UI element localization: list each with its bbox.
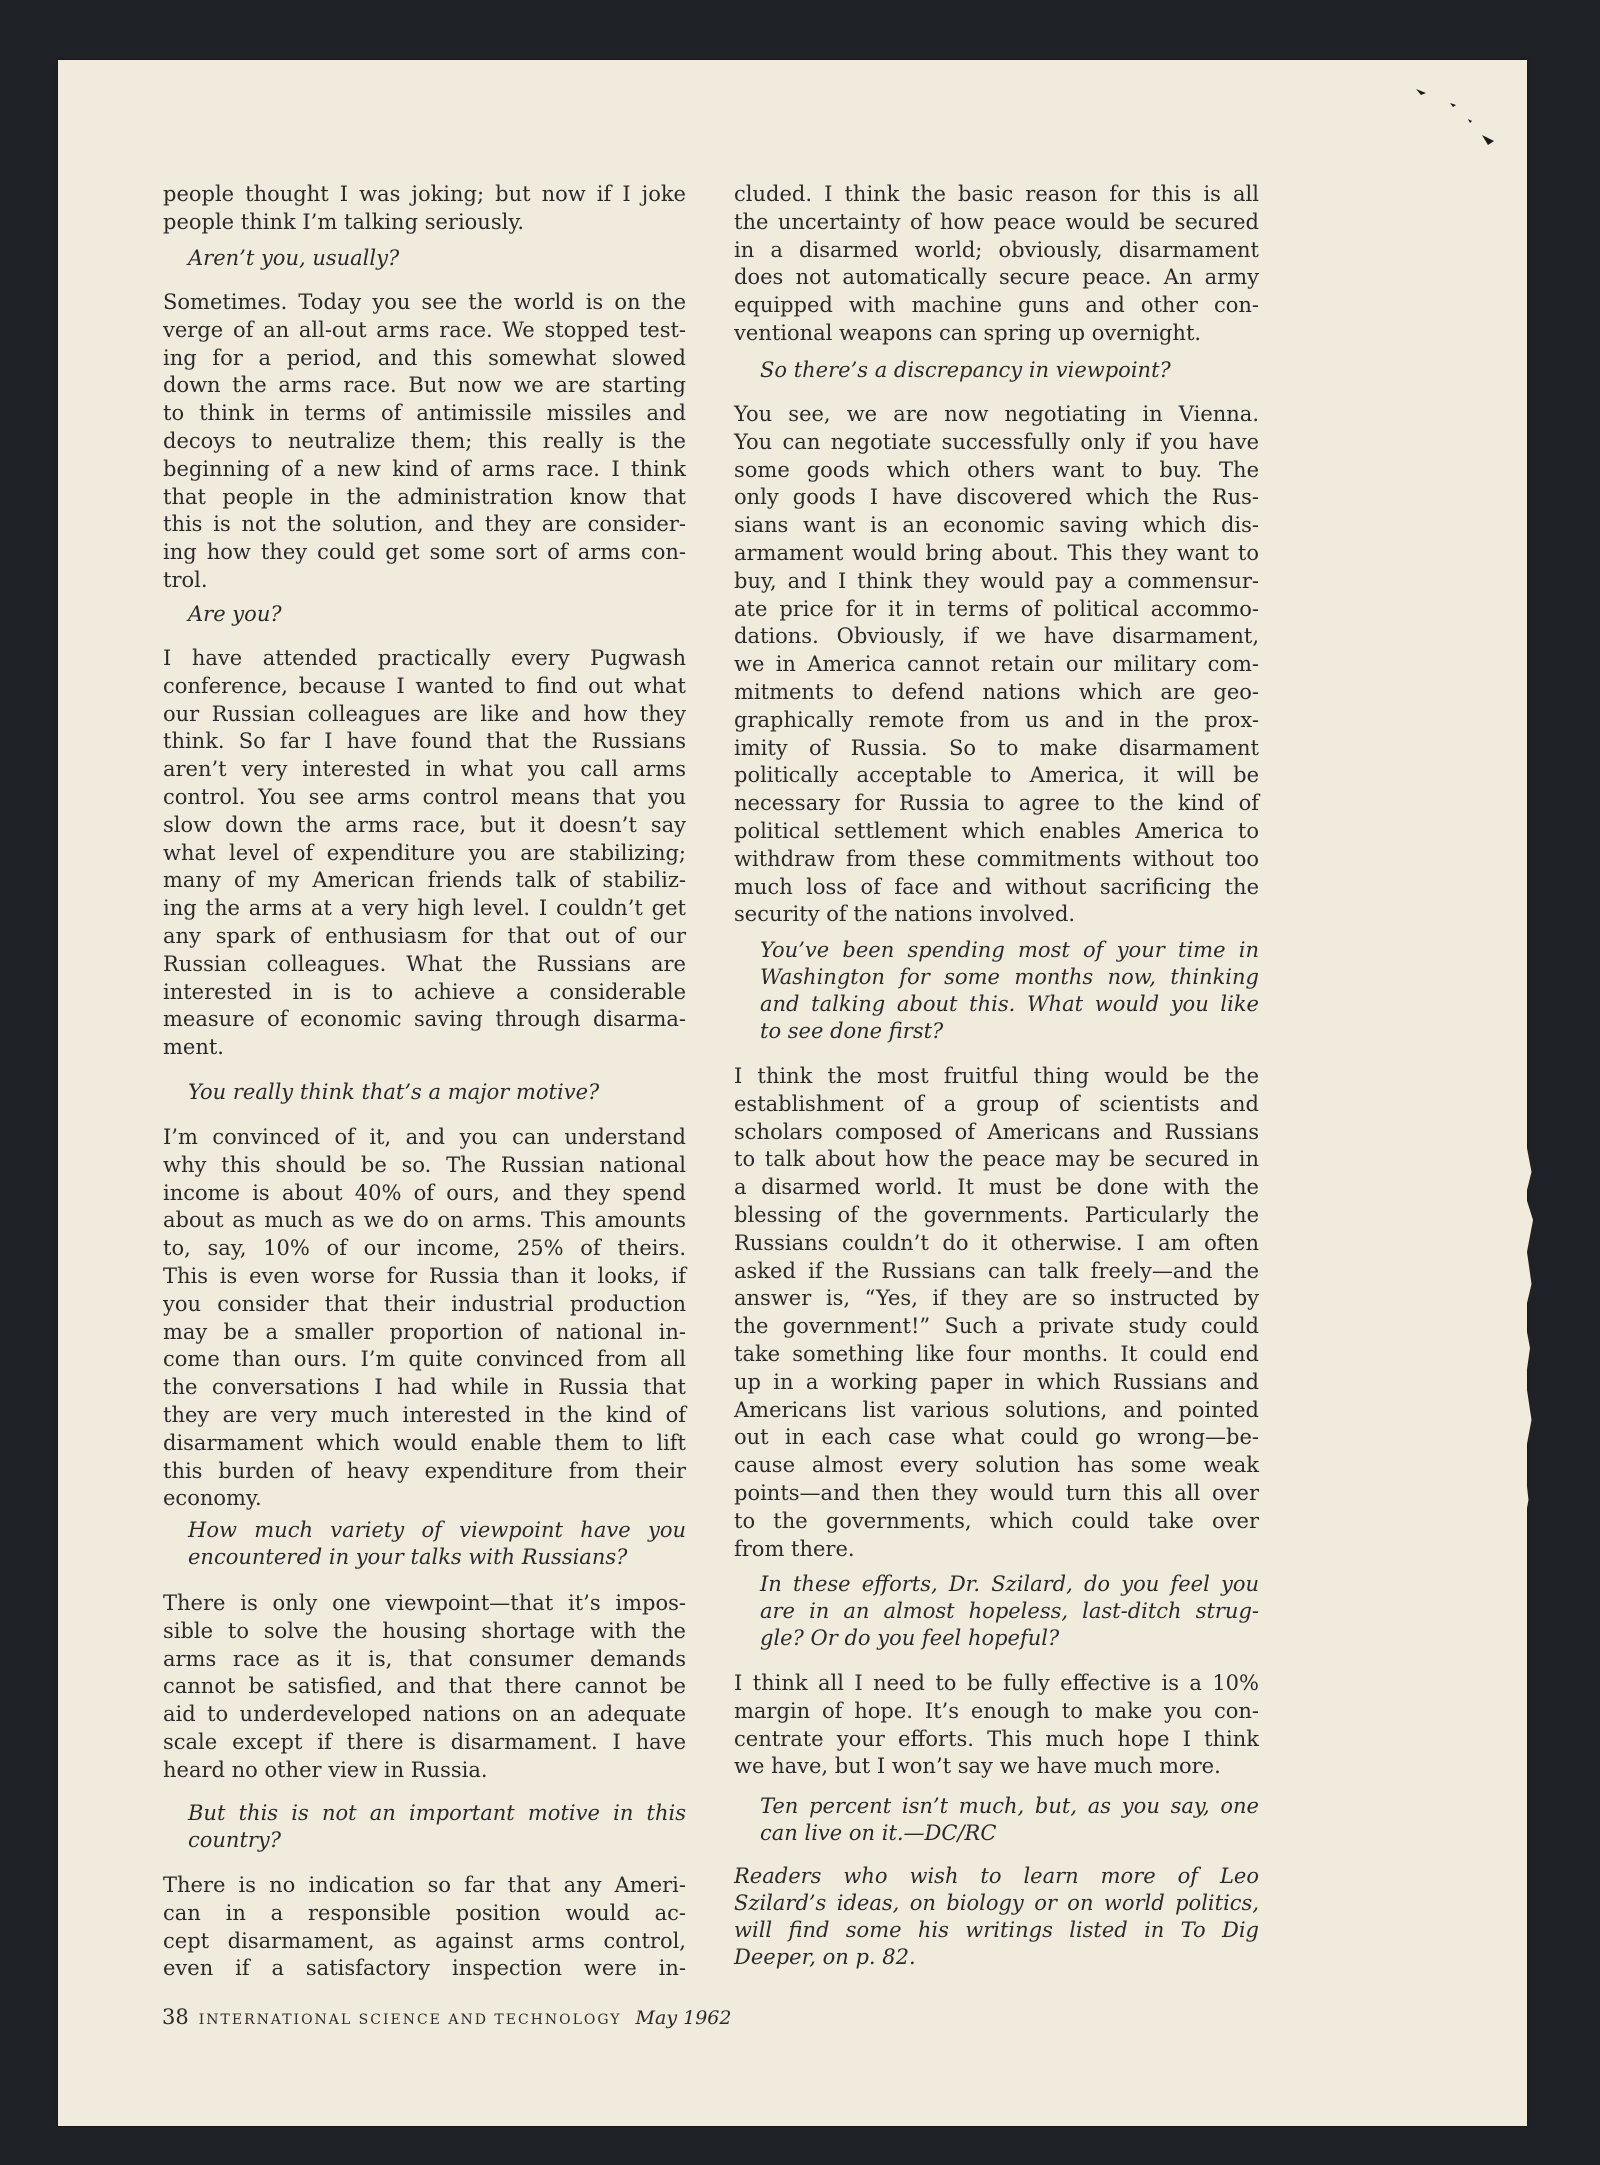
publication-name: INTERNATIONAL SCIENCE AND TECHNOLOGY — [198, 2012, 622, 2028]
body-text-line: to think in terms of antimissile missiles and — [163, 401, 686, 425]
body-text-line: withdraw from these commitments without too — [734, 847, 1259, 871]
question-line: gle? Or do you feel hopeful? — [760, 1626, 1060, 1650]
body-text-line: aren’t very interested in what you call arms — [163, 757, 686, 781]
body-text-line: I think all I need to be fully effective is a 10% — [734, 1671, 1259, 1695]
question-line: How much variety of viewpoint have you — [188, 1518, 686, 1542]
body-text-line: they are very much interested in the kind of — [163, 1403, 686, 1427]
body-text-line: scholars composed of Americans and Russians — [734, 1120, 1259, 1144]
corner-marks — [1410, 85, 1500, 155]
reader-note-line: Readers who wish to learn more of Leo — [734, 1864, 1259, 1888]
body-text-line: to talk about how the peace may be secured in — [734, 1147, 1259, 1171]
body-text-line: measure of economic saving through disarma- — [163, 1007, 686, 1031]
body-text-line: take something like four months. It could end — [734, 1342, 1259, 1366]
question-line: and talking about this. What would you like — [760, 992, 1259, 1016]
body-text-line: sians want is an economic saving which dis- — [734, 513, 1259, 537]
body-text-line: up in a working paper in which Russians and — [734, 1370, 1259, 1394]
body-text-line: we in America cannot retain our military com- — [734, 652, 1259, 676]
body-text-line: why this should be so. The Russian national — [163, 1153, 686, 1177]
question-line: You really think that’s a major motive? — [188, 1080, 600, 1104]
torn-edge — [1515, 1140, 1545, 1540]
body-text-line: graphically remote from us and in the prox- — [734, 708, 1259, 732]
body-text-line: I think the most fruitful thing would be the — [734, 1064, 1259, 1088]
question-line: But this is not an important motive in this — [188, 1801, 686, 1825]
body-text-line: slow down the arms race, but it doesn’t say — [163, 813, 686, 837]
question-line: are in an almost hopeless, last-ditch strug- — [760, 1599, 1259, 1623]
body-text-line: arms race as it is, that consumer demands — [163, 1647, 686, 1671]
question-line: Aren’t you, usually? — [188, 246, 400, 270]
body-text-line: cannot be satisfied, and that there cannot be — [163, 1674, 686, 1698]
body-text-line: come than ours. I’m quite convinced from all — [163, 1347, 686, 1371]
body-text-line: heard no other view in Russia. — [163, 1758, 488, 1782]
body-text-line: ing how they could get some sort of arms con- — [163, 540, 686, 564]
body-text-line: This is even worse for Russia than it looks, if — [163, 1264, 686, 1288]
body-text-line: Sometimes. Today you see the world is on the — [163, 290, 686, 314]
body-text-line: mitments to defend nations which are geo- — [734, 680, 1259, 704]
body-text-line: the uncertainty of how peace would be secured — [734, 210, 1259, 234]
body-text-line: to the governments, which could take over — [734, 1509, 1259, 1533]
body-text-line: You can negotiate successfully only if you have — [734, 430, 1259, 454]
body-text-line: cluded. I think the basic reason for this is all — [734, 182, 1259, 206]
body-text-line: only goods I have discovered which the Rus- — [734, 485, 1259, 509]
body-text-line: does not automatically secure peace. An army — [734, 265, 1259, 289]
body-text-line: conference, because I wanted to find out what — [163, 674, 686, 698]
question-line: So there’s a discrepancy in viewpoint? — [760, 358, 1171, 382]
body-text-line: dations. Obviously, if we have disarmament, — [734, 624, 1259, 648]
issue-date: May 1962 — [635, 2007, 732, 2029]
body-text-line: in a disarmed world; obviously, disarmament — [734, 238, 1259, 262]
reader-note-line: Szilard’s ideas, on biology or on world politics, — [734, 1891, 1259, 1915]
body-text-line: people think I’m talking seriously. — [163, 210, 525, 234]
body-text-line: income is about 40% of ours, and they spend — [163, 1181, 686, 1205]
body-text-line: from there. — [734, 1537, 855, 1561]
body-text-line: blessing of the governments. Particularly the — [734, 1203, 1259, 1227]
body-text-line: the government!” Such a private study could — [734, 1314, 1259, 1338]
body-text-line: think. So far I have found that the Russians — [163, 729, 686, 753]
question-line: You’ve been spending most of your time in — [760, 938, 1259, 962]
body-text-line: cause almost every solution has some weak — [734, 1453, 1259, 1477]
page-footer — [162, 2005, 731, 2029]
body-text-line: establishment of a group of scientists and — [734, 1092, 1259, 1116]
body-text-line: trol. — [163, 568, 208, 592]
question-line: Ten percent isn’t much, but, as you say, one — [760, 1794, 1259, 1818]
body-text-line: ing for a period, and this somewhat slowed — [163, 346, 686, 370]
body-text-line: points—and then they would turn this all over — [734, 1481, 1259, 1505]
question-line: Washington for some months now, thinking — [760, 965, 1259, 989]
body-text-line: ventional weapons can spring up overnight. — [734, 321, 1202, 345]
body-text-line: ment. — [163, 1035, 224, 1059]
body-text-line: centrate your efforts. This much hope I think — [734, 1727, 1259, 1751]
body-text-line: equipped with machine guns and other con- — [734, 293, 1259, 317]
body-text-line: about as much as we do on arms. This amounts — [163, 1208, 686, 1232]
body-text-line: buy, and I think they would pay a commensur- — [734, 569, 1259, 593]
body-text-line: There is only one viewpoint—that it’s impos- — [163, 1591, 686, 1615]
reader-note-line: will find some his writings listed in To Dig — [734, 1918, 1259, 1942]
question-line: can live on it.—DC/RC — [760, 1821, 997, 1845]
body-text-line: our Russian colleagues are like and how they — [163, 702, 686, 726]
body-text-line: ing the arms at a very high level. I couldn’t get — [163, 896, 686, 920]
body-text-line: beginning of a new kind of arms race. I think — [163, 457, 686, 481]
body-text-line: people thought I was joking; but now if I joke — [163, 182, 686, 206]
body-text-line: I have attended practically every Pugwash — [163, 646, 686, 670]
body-text-line: what level of expenditure you are stabilizing; — [163, 841, 686, 865]
body-text-line: economy. — [163, 1486, 262, 1510]
body-text-line: margin of hope. It’s enough to make you con- — [734, 1699, 1259, 1723]
body-text-line: many of my American friends talk of stabiliz- — [163, 868, 686, 892]
body-text-line: Russians couldn’t do it otherwise. I am often — [734, 1231, 1259, 1255]
body-text-line: ate price for it in terms of political accommo- — [734, 597, 1259, 621]
body-text-line: armament would bring about. This they want to — [734, 541, 1259, 565]
body-text-line: control. You see arms control means that you — [163, 785, 686, 809]
body-text-line: even if a satisfactory inspection were in- — [163, 1956, 686, 1980]
question-line: country? — [188, 1828, 282, 1852]
body-text-line: decoys to neutralize them; this really is the — [163, 429, 686, 453]
body-text-line: down the arms race. But now we are starting — [163, 373, 686, 397]
body-text-line: interested in is to achieve a considerable — [163, 980, 686, 1004]
body-text-line: that people in the administration know that — [163, 485, 686, 509]
body-text-line: sible to solve the housing shortage with the — [163, 1619, 686, 1643]
body-text-line: much loss of face and without sacrificing the — [734, 875, 1259, 899]
body-text-line: we have, but I won’t say we have much more. — [734, 1754, 1221, 1778]
body-text-line: the conversations I had while in Russia that — [163, 1375, 686, 1399]
body-text-line: cept disarmament, as against arms control, — [163, 1929, 686, 1953]
reader-note-line: Deeper, on p. 82. — [734, 1945, 916, 1969]
body-text-line: can in a responsible position would ac- — [163, 1901, 686, 1925]
body-text-line: a disarmed world. It must be done with the — [734, 1175, 1259, 1199]
body-text-line: scale except if there is disarmament. I have — [163, 1730, 686, 1754]
question-line: encountered in your talks with Russians? — [188, 1545, 628, 1569]
body-text-line: asked if the Russians can talk freely—and the — [734, 1259, 1259, 1283]
body-text-line: disarmament which would enable them to lift — [163, 1431, 686, 1455]
body-text-line: verge of an all-out arms race. We stopped test- — [163, 318, 686, 342]
body-text-line: Russian colleagues. What the Russians are — [163, 952, 686, 976]
body-text-line: some goods which others want to buy. The — [734, 458, 1259, 482]
page-number: 38 — [162, 2005, 189, 2029]
body-text-line: you consider that their industrial production — [163, 1292, 686, 1316]
body-text-line: I’m convinced of it, and you can understand — [163, 1125, 686, 1149]
body-text-line: Americans list various solutions, and pointed — [734, 1398, 1259, 1422]
body-text-line: any spark of enthusiasm for that out of our — [163, 924, 686, 948]
body-text-line: to, say, 10% of our income, 25% of theirs. — [163, 1236, 686, 1260]
body-text-line: aid to underdeveloped nations on an adequate — [163, 1702, 686, 1726]
body-text-line: out in each case what could go wrong—be- — [734, 1425, 1259, 1449]
body-text-line: You see, we are now negotiating in Vienna. — [734, 402, 1259, 426]
body-text-line: this burden of heavy expenditure from their — [163, 1459, 686, 1483]
body-text-line: this is not the solution, and they are consider- — [163, 512, 686, 536]
body-text-line: security of the nations involved. — [734, 902, 1076, 926]
body-text-line: necessary for Russia to agree to the kind of — [734, 791, 1259, 815]
question-line: In these efforts, Dr. Szilard, do you feel you — [760, 1572, 1259, 1596]
body-text-line: answer is, “Yes, if they are so instructed by — [734, 1286, 1259, 1310]
body-text-line: politically acceptable to America, it will be — [734, 763, 1259, 787]
body-text-line: imity of Russia. So to make disarmament — [734, 736, 1259, 760]
body-text-line: political settlement which enables America to — [734, 819, 1259, 843]
question-line: to see done first? — [760, 1019, 944, 1043]
body-text-line: may be a smaller proportion of national in- — [163, 1320, 686, 1344]
question-line: Are you? — [188, 602, 282, 626]
body-text-line: There is no indication so far that any Ameri- — [163, 1873, 686, 1897]
